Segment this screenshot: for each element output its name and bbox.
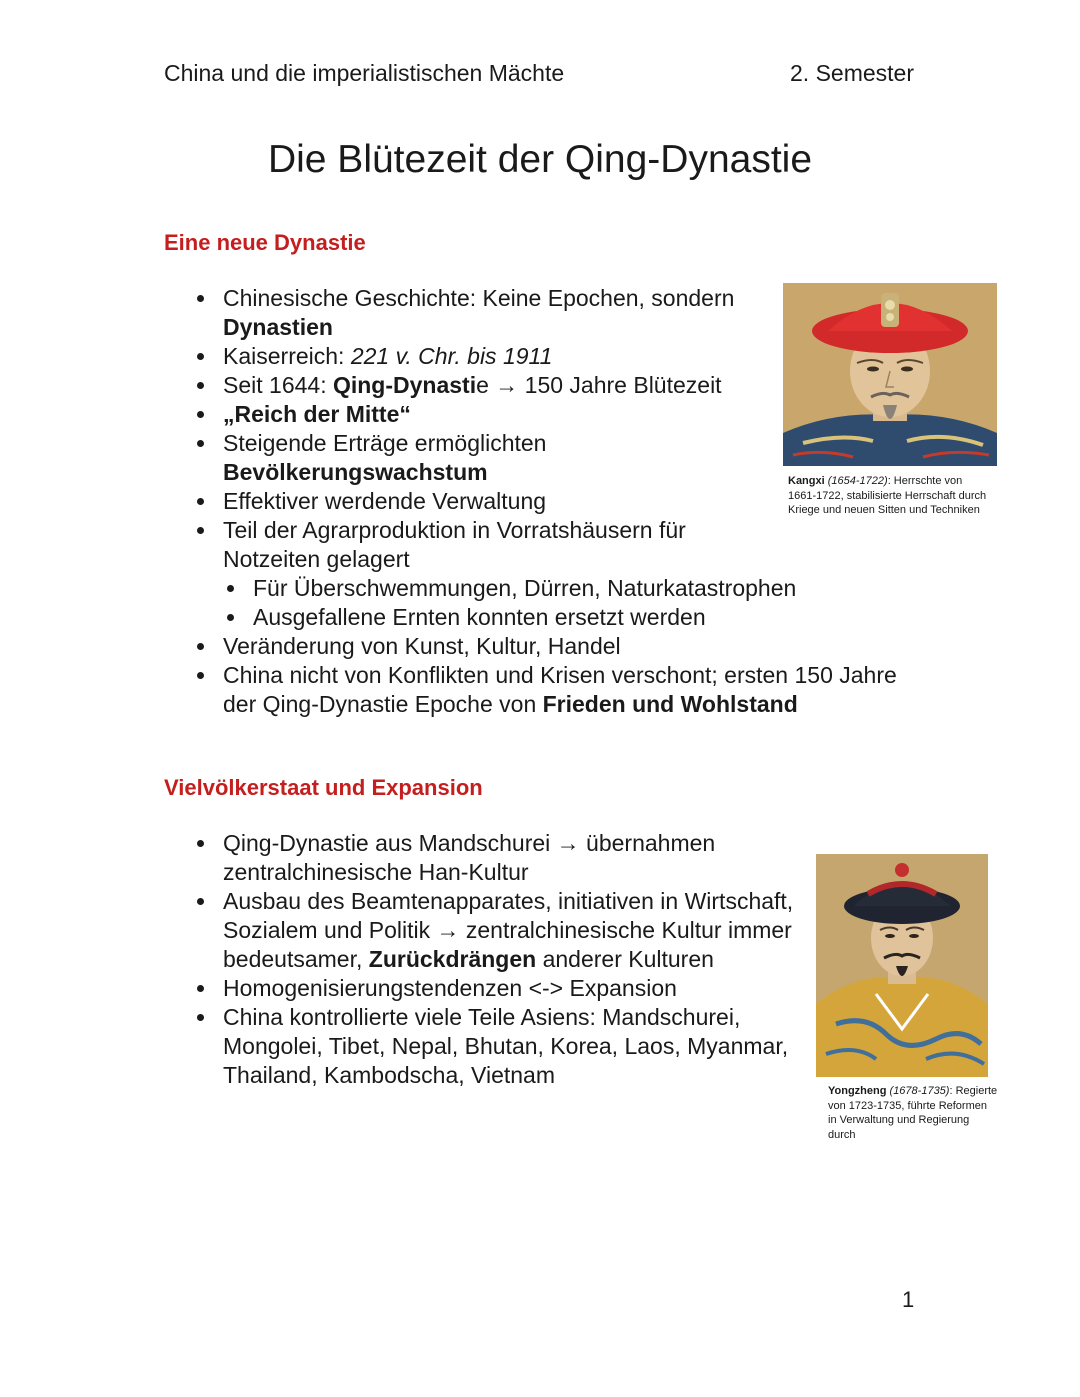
page-title: Die Blütezeit der Qing-Dynastie <box>267 138 813 181</box>
list-item: Teil der Agrarproduktion in Vorratshäusern für Notzeiten gelagert <box>164 516 924 574</box>
yongzheng-portrait-image <box>816 854 988 1077</box>
list-item: Homogenisierungstendenzen <-> Expansion <box>164 974 814 1003</box>
page-number: 1 <box>902 1287 915 1312</box>
section-heading-vielvoelkerstaat: Vielvölkerstaat und Expansion <box>164 775 483 800</box>
list-item: Qing-Dynastie aus Mandschurei → übernahmen zentralchinesische Han-Kultur <box>164 829 814 887</box>
list-item: Kaiserreich: 221 v. Chr. bis 1911 <box>164 342 924 371</box>
list-item: Veränderung von Kunst, Kultur, Handel <box>164 632 924 661</box>
section-heading-neue-dynastie: Eine neue Dynastie <box>164 230 366 255</box>
sub-list-item: Ausgefallene Ernten konnten ersetzt werden <box>164 603 924 632</box>
yongzheng-caption: Yongzheng (1678-1735): Regierte von 1723-1735, führte Reformen in Verwaltung und Regierung durch <box>828 1085 998 1141</box>
list-item: China kontrollierte viele Teile Asiens: Mandschurei, Mongolei, Tibet, Nepal, Bhutan, Korea, Laos, Myanmar, Thailand, Kambodscha, Vietnam <box>164 1003 814 1090</box>
list-item: Effektiver werdende Verwaltung <box>164 487 924 516</box>
list-item: Ausbau des Beamtenapparates, initiativen in Wirtschaft, Sozialem und Politik → zentralchinesische Kultur immer bedeutsamer, Zurückdrängen anderer Kulturen <box>164 887 814 974</box>
list-item: Chinesische Geschichte: Keine Epochen, sondern Dynastien <box>164 284 924 342</box>
header-semester: 2. Semester <box>790 60 914 86</box>
bullet-list-vielvoelkerstaat <box>164 829 814 1090</box>
kangxi-caption: Kangxi (1654-1722): Herrschte von 1661-1722, stabilisierte Herrschaft durch Kriege und neuen Sitten und Techniken <box>788 475 987 516</box>
list-item: Steigende Erträge ermöglichten Bevölkerungswachstum <box>164 429 924 487</box>
list-item: China nicht von Konflikten und Krisen verschont; ersten 150 Jahre der Qing-Dynastie Epoche von Frieden und Wohlstand <box>164 661 924 719</box>
list-item: Seit 1644: Qing-Dynastie → 150 Jahre Blütezeit <box>164 371 924 400</box>
list-item: „Reich der Mitte“ <box>164 400 924 429</box>
kangxi-portrait-image <box>783 283 997 466</box>
sub-list-item: Für Überschwemmungen, Dürren, Naturkatastrophen <box>164 574 924 603</box>
header-course-title: China und die imperialistischen Mächte <box>164 60 565 86</box>
